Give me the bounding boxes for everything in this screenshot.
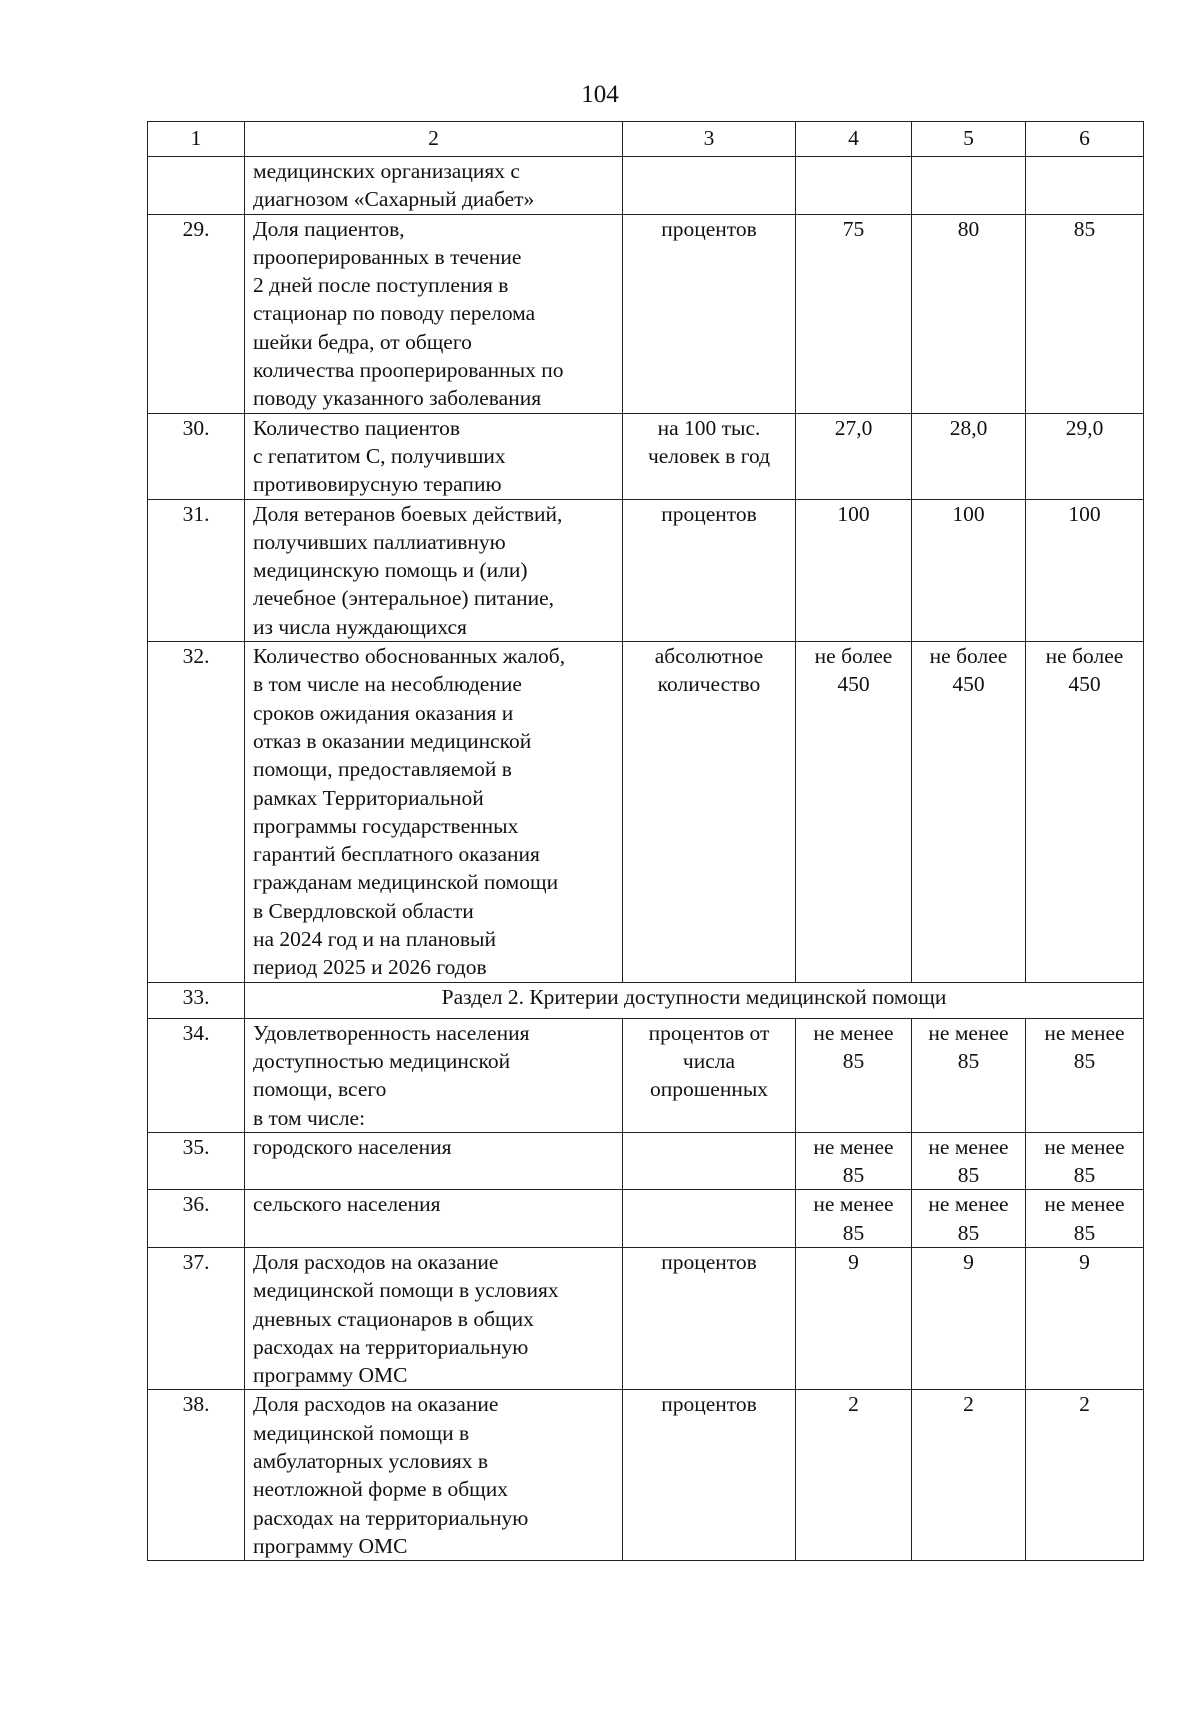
value-2026: не менее 85 — [1026, 1132, 1144, 1190]
value-2024: 2 — [796, 1390, 912, 1561]
criteria-table — [147, 121, 1144, 1561]
header-cell: 1 — [148, 122, 245, 157]
value-2026: не более 450 — [1026, 642, 1144, 983]
indicator-name: медицинских организациях с диагнозом «Сахарный диабет» — [245, 157, 623, 215]
table-row — [148, 499, 1144, 641]
value-2025: 9 — [912, 1247, 1026, 1389]
unit-cell: процентов — [623, 499, 796, 641]
row-number: 30. — [148, 413, 245, 499]
row-number — [148, 157, 245, 215]
table-row — [148, 1247, 1144, 1389]
value-2024: не менее 85 — [796, 1018, 912, 1132]
value-2026: 85 — [1026, 214, 1144, 413]
unit-cell — [623, 1190, 796, 1248]
value-2025: 80 — [912, 214, 1026, 413]
unit-cell: на 100 тыс. человек в год — [623, 413, 796, 499]
value-2024 — [796, 157, 912, 215]
indicator-name: Удовлетворенность населения доступностью медицинской помощи, всего в том числе: — [245, 1018, 623, 1132]
indicator-name: Доля расходов на оказание медицинской помощи в условиях дневных стационаров в общих расходах на территориальную программу ОМС — [245, 1247, 623, 1389]
value-2025: не менее 85 — [912, 1132, 1026, 1190]
unit-cell — [623, 1132, 796, 1190]
row-number: 34. — [148, 1018, 245, 1132]
value-2024: 27,0 — [796, 413, 912, 499]
table-row — [148, 1132, 1144, 1190]
table-row — [148, 1018, 1144, 1132]
header-cell: 3 — [623, 122, 796, 157]
value-2025: 2 — [912, 1390, 1026, 1561]
header-cell: 6 — [1026, 122, 1144, 157]
value-2026: 29,0 — [1026, 413, 1144, 499]
value-2025: не менее 85 — [912, 1190, 1026, 1248]
indicator-name: Доля пациентов, прооперированных в течение 2 дней после поступления в стационар по поводу перелома шейки бедра, от общего количества прооперированных по поводу указанного заболевания — [245, 214, 623, 413]
indicator-name: городского населения — [245, 1132, 623, 1190]
table-row — [148, 642, 1144, 983]
table-row — [148, 413, 1144, 499]
indicator-name: Количество обоснованных жалоб, в том числе на несоблюдение сроков ожидания оказания и отказ в оказании медицинской помощи, предоставляемой в рамках Территориальной программы государственных гарантий бесплатного оказания гражданам медицинской помощи в Свердловской области на 2024 год и на плановый период 2025 и 2026 годов — [245, 642, 623, 983]
value-2024: 100 — [796, 499, 912, 641]
section-title: Раздел 2. Критерии доступности медицинской помощи — [245, 982, 1144, 1018]
value-2026: 9 — [1026, 1247, 1144, 1389]
value-2024: 9 — [796, 1247, 912, 1389]
value-2024: не более 450 — [796, 642, 912, 983]
indicator-name: сельского населения — [245, 1190, 623, 1248]
table-row — [148, 1390, 1144, 1561]
value-2024: не менее 85 — [796, 1190, 912, 1248]
table-row — [148, 214, 1144, 413]
row-number: 37. — [148, 1247, 245, 1389]
indicator-name: Количество пациентов с гепатитом С, получивших противовирусную терапию — [245, 413, 623, 499]
table-row — [148, 157, 1144, 215]
header-cell: 5 — [912, 122, 1026, 157]
value-2024: не менее 85 — [796, 1132, 912, 1190]
unit-cell: процентов от числа опрошенных — [623, 1018, 796, 1132]
table-row — [148, 1190, 1144, 1248]
value-2026: не менее 85 — [1026, 1190, 1144, 1248]
header-cell: 2 — [245, 122, 623, 157]
header-cell: 4 — [796, 122, 912, 157]
value-2025: не более 450 — [912, 642, 1026, 983]
unit-cell: процентов — [623, 1247, 796, 1389]
page-number: 104 — [581, 81, 619, 108]
indicator-name: Доля расходов на оказание медицинской помощи в амбулаторных условиях в неотложной форме в общих расходах на территориальную программу ОМС — [245, 1390, 623, 1561]
section-row — [148, 982, 1144, 1018]
row-number: 38. — [148, 1390, 245, 1561]
table-header-row — [148, 122, 1144, 157]
unit-cell: процентов — [623, 1390, 796, 1561]
value-2026: не менее 85 — [1026, 1018, 1144, 1132]
value-2026: 2 — [1026, 1390, 1144, 1561]
indicator-name: Доля ветеранов боевых действий, получивших паллиативную медицинскую помощь и (или) лечебное (энтеральное) питание, из числа нуждающихся — [245, 499, 623, 641]
row-number: 31. — [148, 499, 245, 641]
row-number: 32. — [148, 642, 245, 983]
row-number: 36. — [148, 1190, 245, 1248]
value-2025: не менее 85 — [912, 1018, 1026, 1132]
unit-cell: процентов — [623, 214, 796, 413]
value-2026: 100 — [1026, 499, 1144, 641]
row-number: 35. — [148, 1132, 245, 1190]
value-2024: 75 — [796, 214, 912, 413]
value-2025: 100 — [912, 499, 1026, 641]
row-number: 29. — [148, 214, 245, 413]
value-2025: 28,0 — [912, 413, 1026, 499]
value-2026 — [1026, 157, 1144, 215]
unit-cell: абсолютное количество — [623, 642, 796, 983]
unit-cell — [623, 157, 796, 215]
row-number: 33. — [148, 982, 245, 1018]
value-2025 — [912, 157, 1026, 215]
